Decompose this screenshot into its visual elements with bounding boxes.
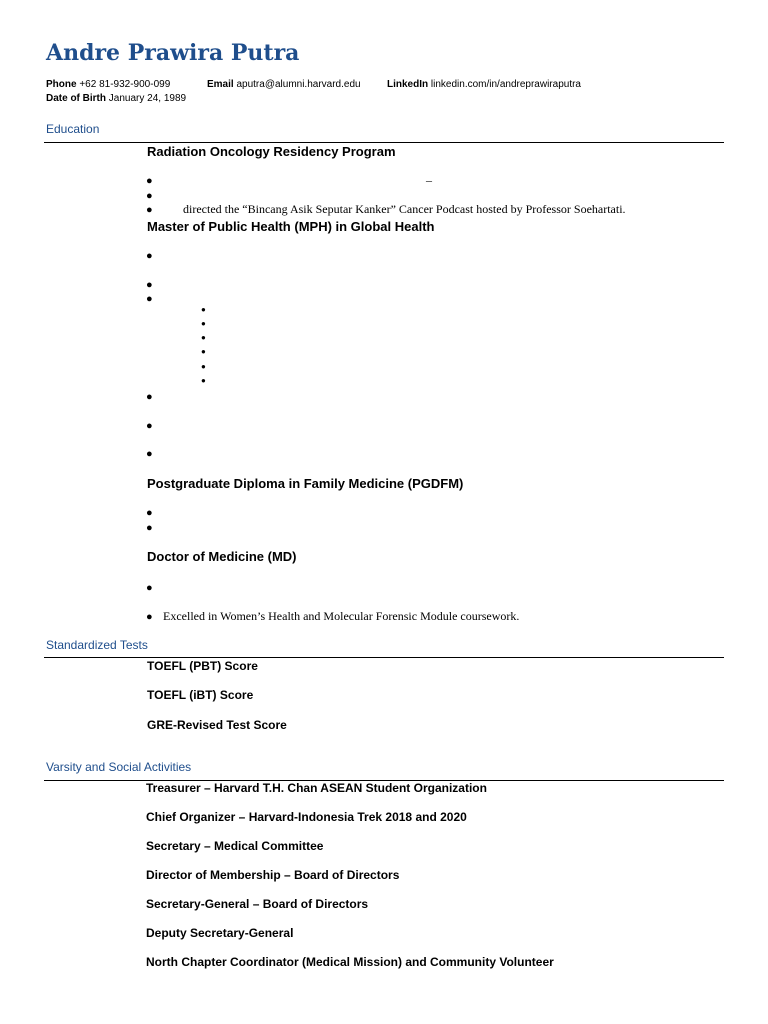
education-heading: Education — [46, 122, 100, 136]
linkedin-label: LinkedIn — [387, 79, 429, 90]
activity-item: Secretary-General – Board of Directors — [146, 897, 369, 911]
dob-label: Date of Birth — [46, 93, 106, 104]
program-radiation-oncology: Radiation Oncology Residency Program — [147, 144, 396, 159]
tests-heading: Standardized Tests — [46, 638, 148, 652]
sub-bullet: ● — [201, 319, 206, 328]
bullet: ● — [146, 293, 153, 305]
sub-bullet: ● — [201, 376, 206, 385]
activity-item: Deputy Secretary-General — [146, 926, 294, 940]
bullet: ● — [146, 175, 153, 187]
bullet: ● — [146, 582, 153, 594]
bullet: ● — [146, 279, 153, 291]
sub-bullet: ● — [201, 362, 206, 371]
activity-item: North Chapter Coordinator (Medical Mission) and Community Volunteer — [146, 955, 554, 969]
bullet: ● — [146, 448, 153, 460]
education-divider — [44, 142, 724, 143]
candidate-name: Andre Prawira Putra — [46, 40, 300, 66]
bullet: ● — [146, 190, 153, 202]
activity-item: Treasurer – Harvard T.H. Chan ASEAN Student Organization — [146, 781, 487, 795]
linkedin-line — [387, 79, 581, 90]
email-value[interactable]: aputra@alumni.harvard.edu — [236, 79, 361, 90]
program-md: Doctor of Medicine (MD) — [147, 549, 297, 564]
phone-label: Phone — [46, 79, 77, 90]
bullet: ● — [146, 204, 153, 216]
activities-heading: Varsity and Social Activities — [46, 760, 192, 774]
bullet: ● — [146, 522, 153, 534]
dob-value: January 24, 1989 — [108, 93, 187, 104]
test-item: GRE-Revised Test Score — [147, 718, 287, 732]
sub-bullet: ● — [201, 305, 206, 314]
activity-item: Chief Organizer – Harvard-Indonesia Trek 2018 and 2020 — [146, 810, 467, 824]
podcast-bullet-text: directed the “Bincang Asik Seputar Kanker” Cancer Podcast hosted by Professor Soehartati. — [183, 202, 626, 216]
bullet: ● — [146, 250, 153, 262]
test-item: TOEFL (iBT) Score — [147, 688, 254, 702]
bullet: ● — [146, 611, 153, 623]
email-line — [207, 79, 361, 90]
dash-text: – — [426, 173, 432, 187]
phone-line — [46, 79, 170, 90]
test-item: TOEFL (PBT) Score — [147, 659, 258, 673]
bullet: ● — [146, 420, 153, 432]
activity-item: Director of Membership – Board of Directors — [146, 868, 400, 882]
sub-bullet: ● — [201, 333, 206, 342]
dob-line — [46, 93, 186, 104]
program-mph: Master of Public Health (MPH) in Global Health — [147, 219, 435, 234]
program-pgdfm: Postgraduate Diploma in Family Medicine (PGDFM) — [147, 476, 464, 491]
phone-value: +62 81-932-900-099 — [79, 79, 171, 90]
tests-divider — [44, 657, 724, 658]
email-label: Email — [207, 79, 234, 90]
bullet: ● — [146, 391, 153, 403]
sub-bullet: ● — [201, 347, 206, 356]
md-bullet-text: Excelled in Women’s Health and Molecular Forensic Module coursework. — [163, 609, 520, 623]
bullet: ● — [146, 507, 153, 519]
activity-item: Secretary – Medical Committee — [146, 839, 324, 853]
linkedin-value[interactable]: linkedin.com/in/andreprawiraputra — [430, 79, 581, 90]
